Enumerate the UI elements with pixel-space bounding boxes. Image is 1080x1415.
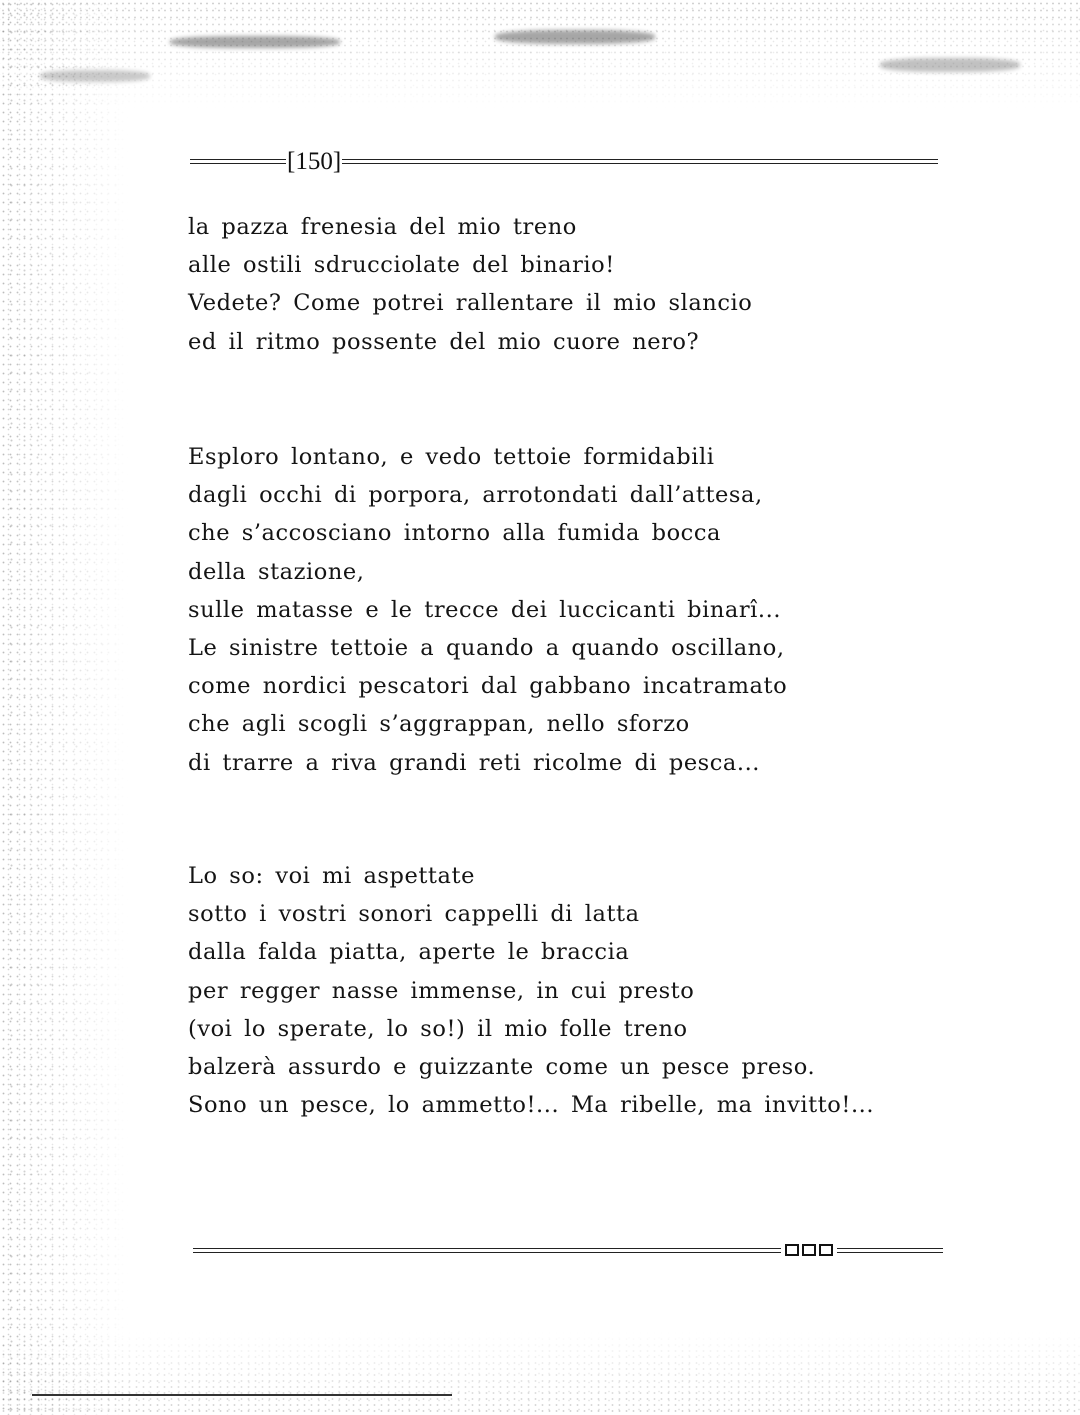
poem-line: la pazza frenesia del mio treno [188, 214, 577, 240]
scan-smudge [40, 70, 150, 82]
poem-stanza-3 [188, 857, 874, 1124]
poem-line: di trarre a riva grandi reti ricolme di pesca... [188, 749, 760, 776]
three-square-ornament-icon [781, 1244, 837, 1256]
scan-noise-bottom [0, 1330, 1080, 1415]
poem-line: Esploro lontano, e vedo tettoie formidabili [188, 444, 715, 470]
poem-line: che agli scogli s’aggrappan, nello sforzo [188, 711, 690, 738]
header-rule-left [190, 159, 286, 164]
poem-stanza-1 [188, 208, 752, 361]
poem-line: sotto i vostri sonori cappelli di latta [188, 901, 640, 928]
poem-line: (voi lo sperate, lo so!) il mio folle treno [188, 1015, 688, 1042]
poem-line: dalla falda piatta, aperte le braccia [188, 939, 630, 966]
poem-line: Lo so: voi mi aspettate [188, 863, 475, 889]
scan-noise-top [0, 0, 1080, 110]
scan-smudge [880, 58, 1020, 72]
poem-line: della stazione, [188, 558, 365, 585]
scan-noise-left [0, 0, 130, 1415]
ornament-square-icon [785, 1244, 799, 1256]
poem-line: ed il ritmo possente del mio cuore nero? [188, 328, 700, 355]
poem-line: sulle matasse e le trecce dei luccicanti binarî... [188, 596, 782, 623]
ornament-square-icon [819, 1244, 833, 1256]
poem-line: alle ostili sdrucciolate del binario! [188, 252, 615, 279]
scan-edge-line [32, 1394, 452, 1396]
poem-line: Le sinistre tettoie a quando a quando oscillano, [188, 635, 785, 662]
page-number: [150] [287, 147, 342, 175]
poem-line: dagli occhi di porpora, arrotondati dall’attesa, [188, 482, 763, 509]
poem-line: balzerà assurdo e guizzante come un pesce preso. [188, 1054, 816, 1081]
poem-line: che s’accosciano intorno alla fumida bocca [188, 520, 721, 547]
ornament-square-icon [802, 1244, 816, 1256]
scan-smudge [170, 36, 340, 48]
scan-smudge [495, 30, 655, 44]
poem-line: come nordici pescatori dal gabbano incatramato [188, 673, 788, 700]
poem-line: per regger nasse immense, in cui presto [188, 977, 695, 1004]
poem-stanza-2 [188, 438, 787, 782]
footer-rule-right [837, 1248, 943, 1253]
page-header [190, 146, 938, 176]
poem-line: Vedete? Come potrei rallentare il mio slancio [188, 290, 753, 317]
poem-line: Sono un pesce, lo ammetto!... Ma ribelle, ma invitto!... [188, 1092, 875, 1119]
header-rule-right [342, 159, 938, 164]
footer-rule-left [193, 1248, 781, 1253]
page-footer [193, 1240, 943, 1260]
